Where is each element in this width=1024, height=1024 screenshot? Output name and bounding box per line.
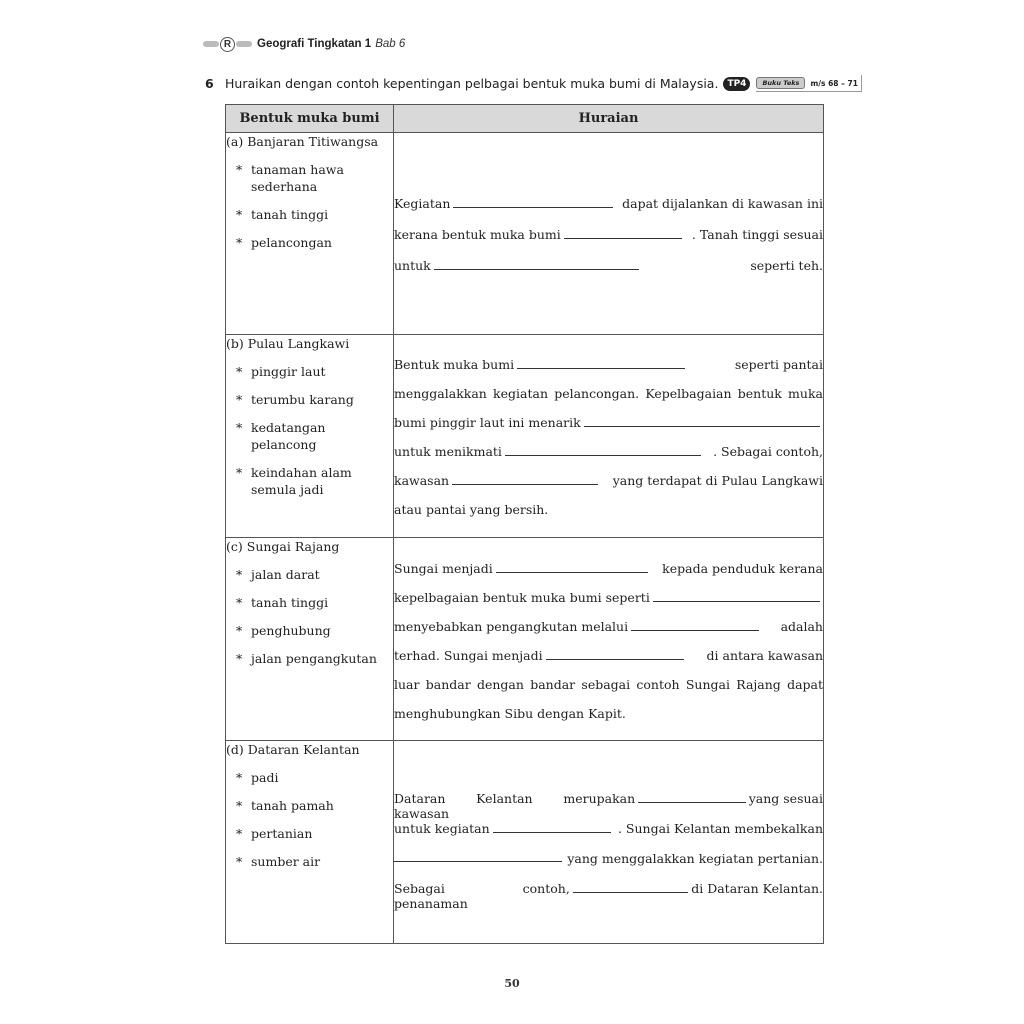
description-line (394, 677, 823, 706)
hint-text: penghubung (251, 623, 331, 638)
hint-bullet (226, 206, 393, 223)
description-line (394, 386, 823, 415)
hint-bullet (226, 363, 393, 380)
description-text: yang menggalakkan kegiatan pertanian. (567, 851, 823, 866)
landform-cell-banjaran-titiwangsa (226, 133, 394, 335)
description-line (394, 357, 823, 386)
hint-bullet (226, 419, 393, 453)
asterisk-icon: * (236, 770, 243, 785)
description-text: Sungai menjadi (394, 561, 493, 576)
hint-bullet (226, 161, 393, 195)
answer-blank[interactable] (434, 259, 639, 270)
landform-name: Dataran Kelantan (247, 742, 360, 757)
table-row (226, 133, 824, 335)
question (205, 75, 862, 92)
tp-badge: TP4 (723, 77, 750, 91)
item-label: (d) (226, 742, 244, 757)
landform-cell-pulau-langkawi (226, 335, 394, 538)
asterisk-icon: * (236, 207, 243, 222)
landform-title (226, 133, 393, 150)
table-row (226, 741, 824, 944)
description-line (394, 851, 823, 881)
description-text: Sebagai contoh, penanaman (394, 881, 570, 911)
hint-text: pertanian (251, 826, 313, 841)
item-label: (c) (226, 539, 243, 554)
description-line (394, 619, 823, 648)
landform-name: Pulau Langkawi (247, 336, 350, 351)
asterisk-icon: * (236, 623, 243, 638)
col-header-landform: Bentuk muka bumi (226, 105, 394, 133)
hint-text: jalan darat (251, 567, 320, 582)
answer-blank[interactable] (638, 792, 746, 803)
description-text: untuk menikmati (394, 444, 502, 459)
question-number: 6 (205, 76, 214, 91)
hint-bullet (226, 797, 393, 814)
chapter-label: Bab 6 (375, 38, 406, 50)
answer-blank[interactable] (453, 197, 613, 208)
buku-teks-badge: Buku Teks (756, 77, 805, 89)
landform-cell-dataran-kelantan (226, 741, 394, 944)
description-text: menggalakkan kegiatan pelancongan. Kepelbagaian bentuk muka (394, 386, 823, 401)
asterisk-icon: * (236, 826, 243, 841)
hint-text: sumber air (251, 854, 321, 869)
table-row (226, 538, 824, 741)
table-header-row (226, 105, 824, 133)
description-line (394, 258, 823, 289)
description-text: bumi pinggir laut ini menarik (394, 415, 581, 430)
description-text: untuk (394, 258, 431, 273)
hint-bullet (226, 594, 393, 611)
landform-name: Banjaran Titiwangsa (247, 134, 379, 149)
page-reference: m/s 68 – 71 (810, 78, 858, 88)
table-row (226, 335, 824, 538)
description-text: . Sungai Kelantan membekalkan (617, 821, 823, 836)
page-number: 50 (504, 977, 520, 990)
asterisk-icon: * (236, 465, 243, 480)
description-line (394, 196, 823, 227)
answer-blank[interactable] (564, 228, 682, 239)
question-text: Huraikan dengan contoh kepentingan pelbagai bentuk muka bumi di Malaysia. (225, 76, 719, 91)
description-text: adalah (780, 619, 823, 634)
item-label: (a) (226, 134, 244, 149)
description-text: kepelbagaian bentuk muka bumi seperti (394, 590, 650, 605)
description-text: terhad. Sungai menjadi (394, 648, 543, 663)
hint-bullet (226, 853, 393, 870)
description-line (394, 590, 823, 619)
description-line (394, 881, 823, 911)
description-cell-pulau-langkawi (394, 335, 824, 538)
answer-blank[interactable] (394, 851, 562, 862)
answer-blank[interactable] (631, 620, 759, 631)
description-line (394, 648, 823, 677)
description-text: di Dataran Kelantan. (691, 881, 823, 896)
page-header (202, 36, 405, 52)
answer-table (225, 104, 824, 944)
hint-bullet (226, 566, 393, 583)
answer-blank[interactable] (496, 562, 648, 573)
description-text: Bentuk muka bumi (394, 357, 515, 372)
description-line (394, 502, 823, 531)
hint-bullet (226, 234, 393, 251)
description-text: yang sesuai (748, 791, 823, 806)
description-text: luar bandar dengan bandar sebagai contoh Sungai Rajang dapat (394, 677, 823, 692)
description-line (394, 561, 823, 590)
asterisk-icon: * (236, 595, 243, 610)
description-cell-banjaran-titiwangsa (394, 133, 824, 335)
asterisk-icon: * (236, 567, 243, 582)
description-text: menghubungkan Sibu dengan Kapit. (394, 706, 626, 721)
landform-name: Sungai Rajang (246, 539, 340, 554)
asterisk-icon: * (236, 392, 243, 407)
hint-text: padi (251, 770, 279, 785)
hint-text: kedatangan pelancong (251, 420, 326, 452)
description-text: menyebabkan pengangkutan melalui (394, 619, 629, 634)
description-text: dapat dijalankan di kawasan ini (622, 196, 823, 211)
landform-title (226, 335, 393, 352)
description-text: . Tanah tinggi sesuai (691, 227, 823, 242)
description-text: Dataran Kelantan merupakan kawasan (394, 791, 636, 821)
landform-title (226, 741, 393, 758)
publisher-logo-icon: R (202, 37, 253, 52)
description-text: yang terdapat di Pulau Langkawi (612, 473, 823, 488)
description-text: kepada penduduk kerana (662, 561, 823, 576)
book-title: Geografi Tingkatan 1 (257, 38, 372, 50)
landform-title (226, 538, 393, 555)
hint-bullet (226, 650, 393, 667)
asterisk-icon: * (236, 364, 243, 379)
answer-blank[interactable] (452, 474, 598, 485)
hint-text: pinggir laut (251, 364, 326, 379)
answer-blank[interactable] (653, 591, 820, 602)
hint-bullet (226, 622, 393, 639)
hint-text: tanah tinggi (251, 595, 329, 610)
col-header-description: Huraian (394, 105, 824, 133)
hint-text: terumbu karang (251, 392, 354, 407)
description-line (394, 791, 823, 821)
hint-text: tanaman hawa sederhana (251, 162, 344, 194)
item-label: (b) (226, 336, 244, 351)
description-line (394, 227, 823, 258)
description-text: seperti teh. (750, 258, 823, 273)
description-text: atau pantai yang bersih. (394, 502, 549, 517)
description-text: . Sebagai contoh, (713, 444, 823, 459)
hint-bullet (226, 391, 393, 408)
hint-text: tanah tinggi (251, 207, 329, 222)
description-cell-sungai-rajang (394, 538, 824, 741)
answer-blank[interactable] (584, 416, 820, 427)
description-text: di antara kawasan (706, 648, 823, 663)
hint-bullet (226, 825, 393, 842)
asterisk-icon: * (236, 651, 243, 666)
asterisk-icon: * (236, 162, 243, 177)
asterisk-icon: * (236, 798, 243, 813)
description-text: seperti pantai (734, 357, 823, 372)
hint-text: keindahan alam semula jadi (251, 465, 352, 497)
answer-blank[interactable] (573, 882, 688, 893)
description-line (394, 473, 823, 502)
hint-text: pelancongan (251, 235, 332, 250)
asterisk-icon: * (236, 235, 243, 250)
landform-cell-sungai-rajang (226, 538, 394, 741)
description-text: kawasan (394, 473, 450, 488)
asterisk-icon: * (236, 420, 243, 435)
description-line (394, 444, 823, 473)
answer-blank[interactable] (517, 358, 685, 369)
hint-text: jalan pengangkutan (251, 651, 377, 666)
hint-bullet (226, 769, 393, 786)
description-text: kerana bentuk muka bumi (394, 227, 561, 242)
asterisk-icon: * (236, 854, 243, 869)
description-line (394, 706, 823, 735)
hint-bullet (226, 464, 393, 498)
hint-text: tanah pamah (251, 798, 334, 813)
description-text: untuk kegiatan (394, 821, 490, 836)
description-text: Kegiatan (394, 196, 451, 211)
description-line (394, 415, 823, 444)
answer-blank[interactable] (546, 649, 684, 660)
answer-blank[interactable] (493, 822, 611, 833)
description-line (394, 821, 823, 851)
description-cell-dataran-kelantan (394, 741, 824, 944)
answer-blank[interactable] (505, 445, 701, 456)
textbook-reference (756, 75, 861, 92)
